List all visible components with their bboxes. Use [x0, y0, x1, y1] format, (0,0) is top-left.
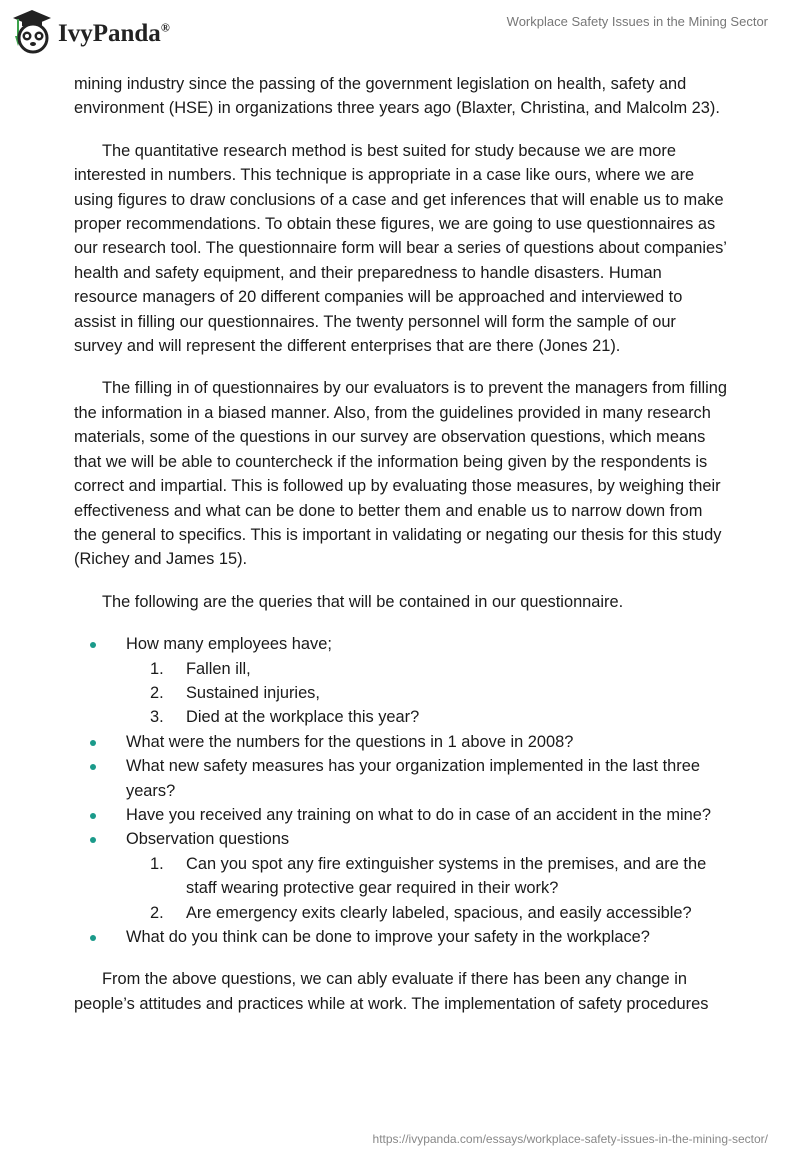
sub-list-item [126, 705, 728, 729]
panda-graduate-icon [12, 8, 52, 54]
paragraph: The following are the queries that will be contained in our questionnaire. [102, 592, 624, 611]
sub-item-text: Fallen ill, [186, 659, 251, 678]
sub-item-text: Sustained injuries, [186, 683, 320, 702]
list-item-text: Have you received any training on what to do in case of an accident in the mine? [126, 805, 711, 824]
bullet-icon [90, 764, 96, 770]
list-item [74, 632, 728, 730]
list-item-text: What do you think can be done to improve your safety in the workplace? [126, 928, 650, 946]
sub-item-text: Are emergency exits clearly labeled, spacious, and easily accessible? [186, 903, 692, 922]
list-item-text: Observation questions [126, 830, 290, 849]
brand-name: IvyPanda [58, 20, 161, 47]
item-number: 3. [150, 708, 164, 727]
sub-list-item [126, 901, 728, 925]
essay-body [74, 72, 728, 1034]
sub-list-item [126, 852, 728, 901]
list-item-text: How many employees have; [126, 635, 332, 654]
list-item [74, 803, 728, 827]
item-number: 1. [150, 854, 164, 873]
bullet-icon [90, 642, 96, 648]
list-item [74, 754, 728, 803]
bullet-icon [90, 837, 96, 843]
item-number: 2. [150, 683, 164, 702]
item-number: 1. [150, 659, 164, 678]
list-item-text: What new safety measures has your organization implemented in the last three years? [126, 757, 700, 800]
question-list [74, 632, 728, 949]
bullet-icon [90, 740, 96, 746]
document-title: Workplace Safety Issues in the Mining Sector [506, 14, 768, 29]
bullet-icon [90, 813, 96, 819]
paragraph: The quantitative research method is best suited for study because we are more interested in numbers. This technique is appropriate in a case like ours, where we are using figures to draw conclusions of a case and get inferences that will enable us to make proper recommendations. To obtain these figures, we are going to use questionnaires as our research tool. The questionnaire form will bear a series of questions about companies’ health and safety equipment, and their preparedness to handle disasters. Human resource managers of 20 different companies will be approached and interviewed to assist in filling our questionnaires. The twenty personnel will form the sample of our survey and will represent the different enterprises that are there (Jones 21). [74, 141, 727, 356]
source-url[interactable]: https://ivypanda.com/essays/workplace-safety-issues-in-the-mining-sector/ [372, 1132, 768, 1146]
item-number: 2. [150, 903, 164, 922]
sub-list-item [126, 681, 728, 705]
sub-item-text: Can you spot any fire extinguisher systems in the premises, and are the staff wearing protective gear required in their work? [186, 854, 707, 898]
list-item [74, 827, 728, 925]
paragraph: mining industry since the passing of the government legislation on health, safety and environment (HSE) in organizations three years ago (Blaxter, Christina, and Malcolm 23). [74, 75, 720, 118]
ivypanda-logo[interactable] [12, 8, 170, 54]
paragraph: From the above questions, we can ably evaluate if there has been any change in people’s attitudes and practices while at work. The implementation of safety procedures [74, 970, 709, 1013]
paragraph: The filling in of questionnaires by our evaluators is to prevent the managers from filling the information in a biased manner. Also, from the guidelines provided in many research materials, some of the questions in our survey are observation questions, which means that we will be able to countercheck if the information being given by the respondents is correct and impartial. This is followed up by evaluating those measures, by weighing their effectiveness and what can be done to better them and enable us to narrow down from the general to specifics. This is important in validating or negating our thesis for this study (Richey and James 15). [74, 379, 727, 569]
sub-item-text: Died at the workplace this year? [186, 708, 420, 727]
sub-list-item [126, 657, 728, 681]
list-item [74, 925, 728, 949]
bullet-icon [90, 935, 96, 941]
list-item [74, 730, 728, 754]
registered-mark: ® [160, 20, 170, 35]
list-item-text: What were the numbers for the questions in 1 above in 2008? [126, 732, 574, 751]
